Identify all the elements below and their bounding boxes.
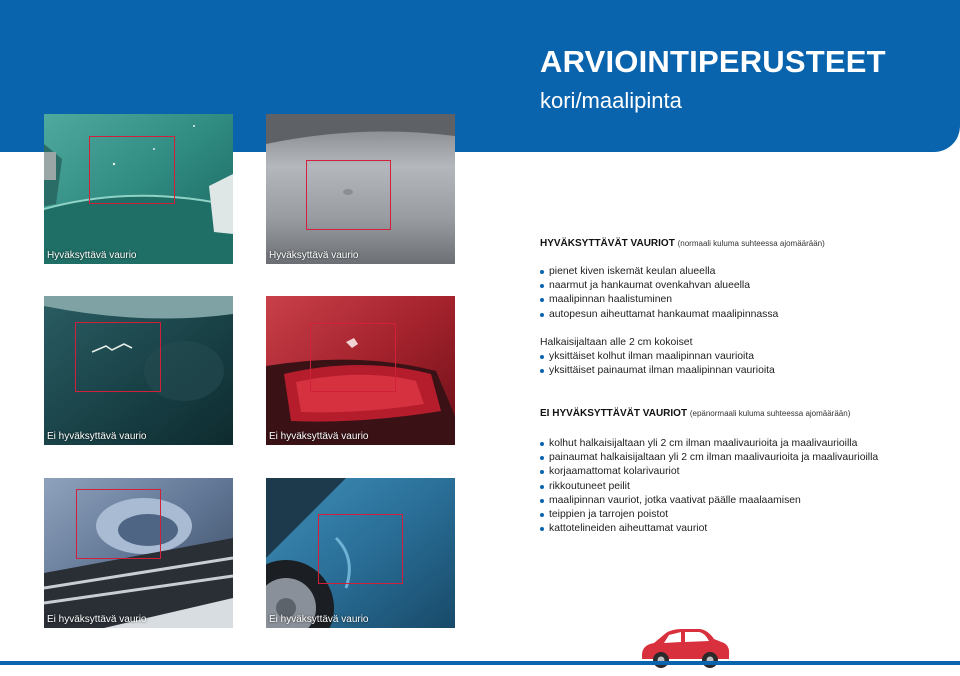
list-item: naarmut ja hankaumat ovenkahvan alueella [540, 279, 778, 293]
acceptable-heading-text: HYVÄKSYTTÄVÄT VAURIOT [540, 238, 675, 249]
photo-unacceptable-1 [44, 296, 233, 445]
unacceptable-heading [540, 408, 850, 419]
acceptable-heading-note: (normaali kuluma suhteessa ajomäärään) [677, 239, 825, 248]
list-item: pienet kiven iskemät keulan alueella [540, 265, 778, 279]
page-title: ARVIOINTIPERUSTEET [540, 44, 886, 79]
list-item: kattotelineiden aiheuttamat vauriot [540, 522, 878, 536]
photo-acceptable-2 [266, 114, 455, 264]
photo-caption: Hyväksyttävä vaurio [47, 250, 137, 261]
photo-caption: Ei hyväksyttävä vaurio [269, 431, 369, 442]
damage-marker [306, 160, 391, 230]
list-item: autopesun aiheuttamat hankaumat maalipinnassa [540, 308, 778, 322]
photo-acceptable-1 [44, 114, 233, 264]
damage-marker [310, 323, 396, 392]
list-item: painaumat halkaisijaltaan yli 2 cm ilman maalivaurioita ja maalivaurioilla [540, 451, 878, 465]
footer-line [0, 661, 960, 665]
list-item: teippien ja tarrojen poistot [540, 508, 878, 522]
unacceptable-list [540, 437, 878, 536]
damage-marker [76, 489, 161, 559]
acceptable-list [540, 265, 778, 322]
photo-caption: Ei hyväksyttävä vaurio [269, 614, 369, 625]
damage-marker [89, 136, 175, 204]
list-item: korjaamattomat kolarivauriot [540, 465, 878, 479]
photo-caption: Ei hyväksyttävä vaurio [47, 614, 147, 625]
acceptable-heading [540, 238, 825, 249]
damage-marker [75, 322, 161, 392]
list-item: maalipinnan haalistuminen [540, 293, 778, 307]
photo-unacceptable-2 [266, 296, 455, 445]
size-note: Halkaisijaltaan alle 2 cm kokoiset [540, 337, 693, 348]
photo-caption: Ei hyväksyttävä vaurio [47, 431, 147, 442]
size-list [540, 350, 775, 378]
list-item: rikkoutuneet peilit [540, 480, 878, 494]
damage-marker [318, 514, 403, 584]
page-subtitle: kori/maalipinta [540, 88, 682, 113]
photo-unacceptable-4 [266, 478, 455, 628]
list-item: yksittäiset painaumat ilman maalipinnan vaurioita [540, 364, 775, 378]
list-item: yksittäiset kolhut ilman maalipinnan vaurioita [540, 350, 775, 364]
photo-caption: Hyväksyttävä vaurio [269, 250, 359, 261]
list-item: kolhut halkaisijaltaan yli 2 cm ilman maalivaurioita ja maalivaurioilla [540, 437, 878, 451]
photo-unacceptable-3 [44, 478, 233, 628]
unacceptable-heading-text: EI HYVÄKSYTTÄVÄT VAURIOT [540, 408, 688, 419]
list-item: maalipinnan vauriot, jotka vaativat päälle maalaamisen [540, 494, 878, 508]
unacceptable-heading-note: (epänormaali kuluma suhteessa ajomäärään) [689, 409, 851, 418]
